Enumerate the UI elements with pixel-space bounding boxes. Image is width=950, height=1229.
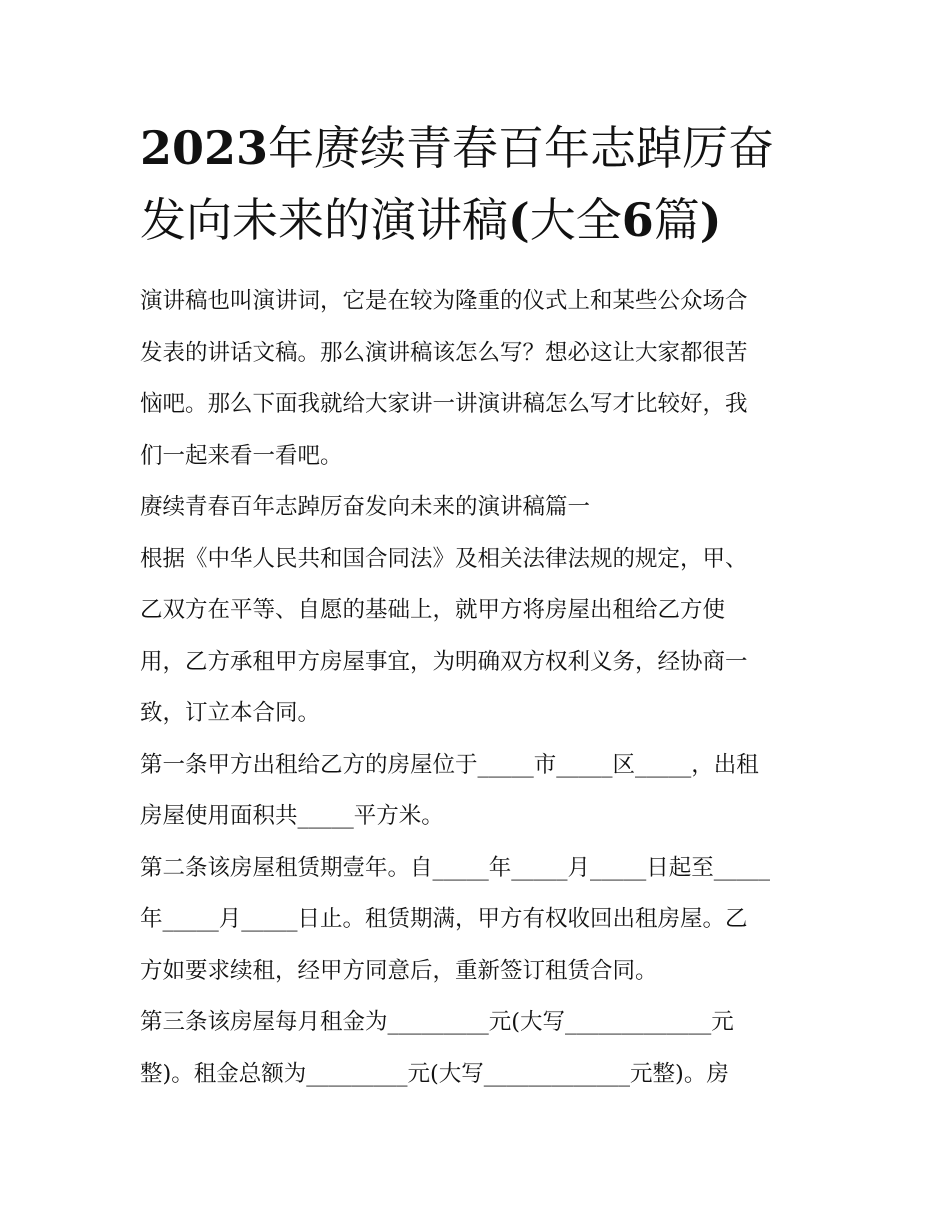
body-line: 恼吧。那么下面我就给大家讲一讲演讲稿怎么写才比较好，我 xyxy=(140,391,748,417)
body-line: 第三条该房屋每月租金为_________元(大写_____________元 xyxy=(140,1009,734,1035)
title-count: 6 xyxy=(621,193,654,247)
title-paren-open: ( xyxy=(508,193,530,247)
body-line: 致，订立本合同。 xyxy=(140,700,321,726)
body-line: 整)。租金总额为_________元(大写_____________元整)。房 xyxy=(140,1060,729,1087)
body-line: 发表的讲话文稿。那么演讲稿该怎么写？想必这让大家都很苦 xyxy=(140,339,748,366)
body-line: 年_____月_____日止。租赁期满，甲方有权收回出租房屋。乙 xyxy=(140,906,748,932)
document-body xyxy=(140,276,820,1100)
body-line: 第二条该房屋租赁期壹年。自_____年_____月_____日起至_____ xyxy=(140,854,771,881)
title-year: 2023 xyxy=(140,121,269,175)
body-line: 方如要求续租，经甲方同意后，重新签订租赁合同。 xyxy=(140,957,658,984)
body-line: 们一起来看一看吧。 xyxy=(140,442,343,469)
body-line: 根据《中华人民共和国合同法》及相关法律法规的规定，甲、 xyxy=(140,545,748,572)
title-line2-text-e: 篇 xyxy=(653,193,700,247)
title-line-1 xyxy=(140,112,820,184)
body-line: 房屋使用面积共_____平方米。 xyxy=(140,803,444,829)
title-line2-text-c: 大全 xyxy=(529,193,622,247)
body-line: 演讲稿也叫演讲词，它是在较为隆重的仪式上和某些公众场合 xyxy=(140,288,748,314)
body-line: 用，乙方承租甲方房屋事宜，为明确双方权利义务，经协商一 xyxy=(140,648,748,675)
section-heading: 赓续青春百年志踔厉奋发向未来的演讲稿篇一 xyxy=(140,494,591,520)
title-line2-text-a: 发向未来的演讲稿 xyxy=(140,193,508,247)
document-title xyxy=(140,112,820,256)
title-line-2 xyxy=(140,184,820,256)
body-line: 乙双方在平等、自愿的基础上，就甲方将房屋出租给乙方使 xyxy=(140,597,726,623)
body-line: 第一条甲方出租给乙方的房屋位于_____市_____区_____，出租 xyxy=(140,751,759,778)
title-paren-close: ) xyxy=(699,193,722,247)
title-line1-text: 年赓续青春百年志踔厉奋 xyxy=(268,121,775,175)
